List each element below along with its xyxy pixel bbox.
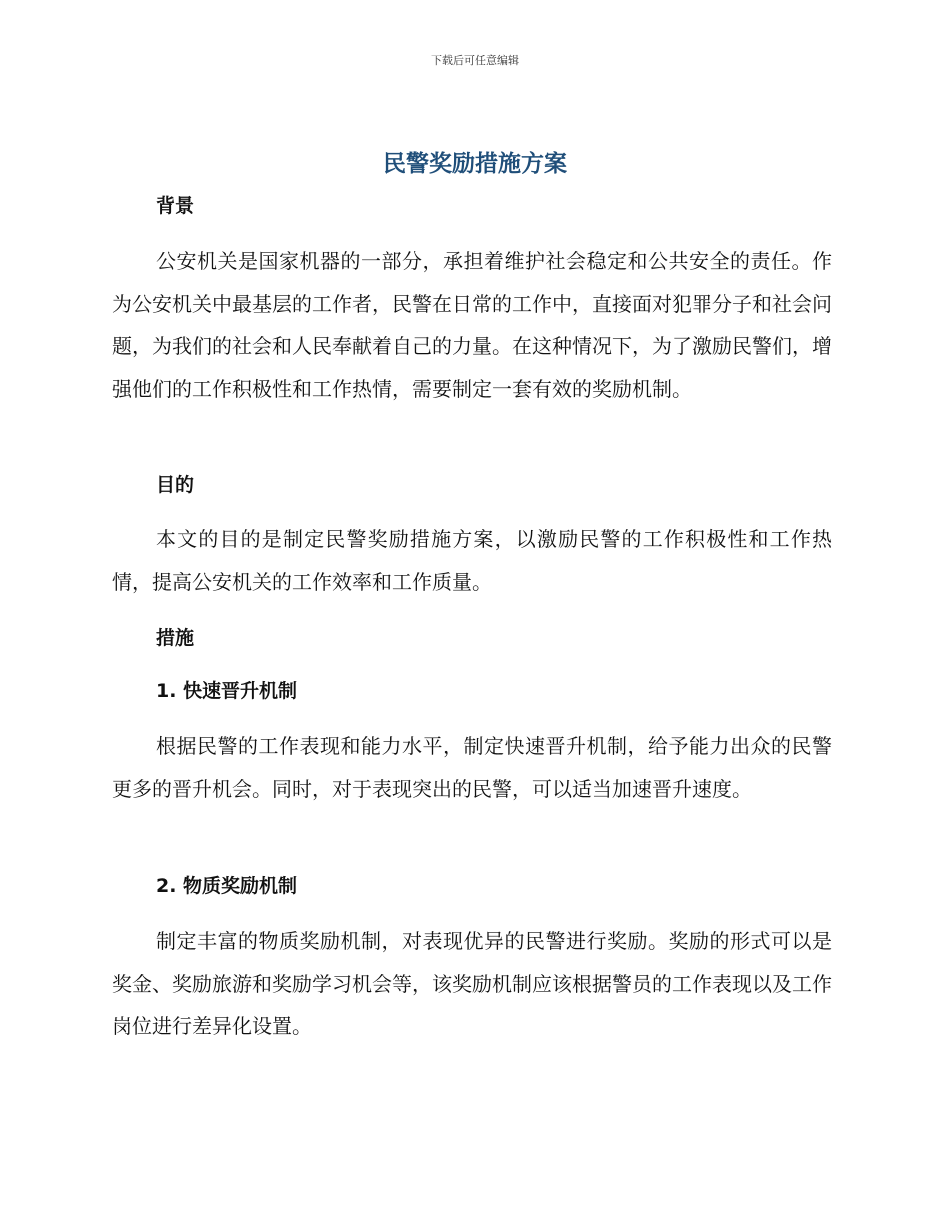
section-heading-background: 背景	[156, 195, 195, 217]
subsection-heading-material-reward: 2. 物质奖励机制	[156, 875, 298, 897]
paragraph-background: 公安机关是国家机器的一部分，承担着维护社会稳定和公共安全的责任。作为公安机关中最基层的工作者，民警在日常的工作中，直接面对犯罪分子和社会问题，为我们的社会和人民奉献着自己的力量。在这种情况下，为了激励民警们，增强他们的工作积极性和工作热情，需要制定一套有效的奖励机制。	[112, 249, 832, 401]
section-heading-measures: 措施	[156, 627, 195, 649]
paragraph-fast-promotion: 根据民警的工作表现和能力水平，制定快速晋升机制，给予能力出众的民警更多的晋升机会。同时，对于表现突出的民警，可以适当加速晋升速度。	[112, 734, 832, 801]
paragraph-purpose: 本文的目的是制定民警奖励措施方案，以激励民警的工作积极性和工作热情，提高公安机关的工作效率和工作质量。	[112, 527, 832, 594]
section-heading-purpose: 目的	[156, 474, 195, 496]
document-title: 民警奖励措施方案	[383, 151, 567, 177]
paragraph-material-reward: 制定丰富的物质奖励机制，对表现优异的民警进行奖励。奖励的形式可以是奖金、奖励旅游和奖励学习机会等，该奖励机制应该根据警员的工作表现以及工作岗位进行差异化设置。	[112, 929, 832, 1038]
page-header-note: 下载后可任意编辑	[431, 54, 519, 67]
subsection-heading-fast-promotion: 1. 快速晋升机制	[156, 680, 298, 702]
